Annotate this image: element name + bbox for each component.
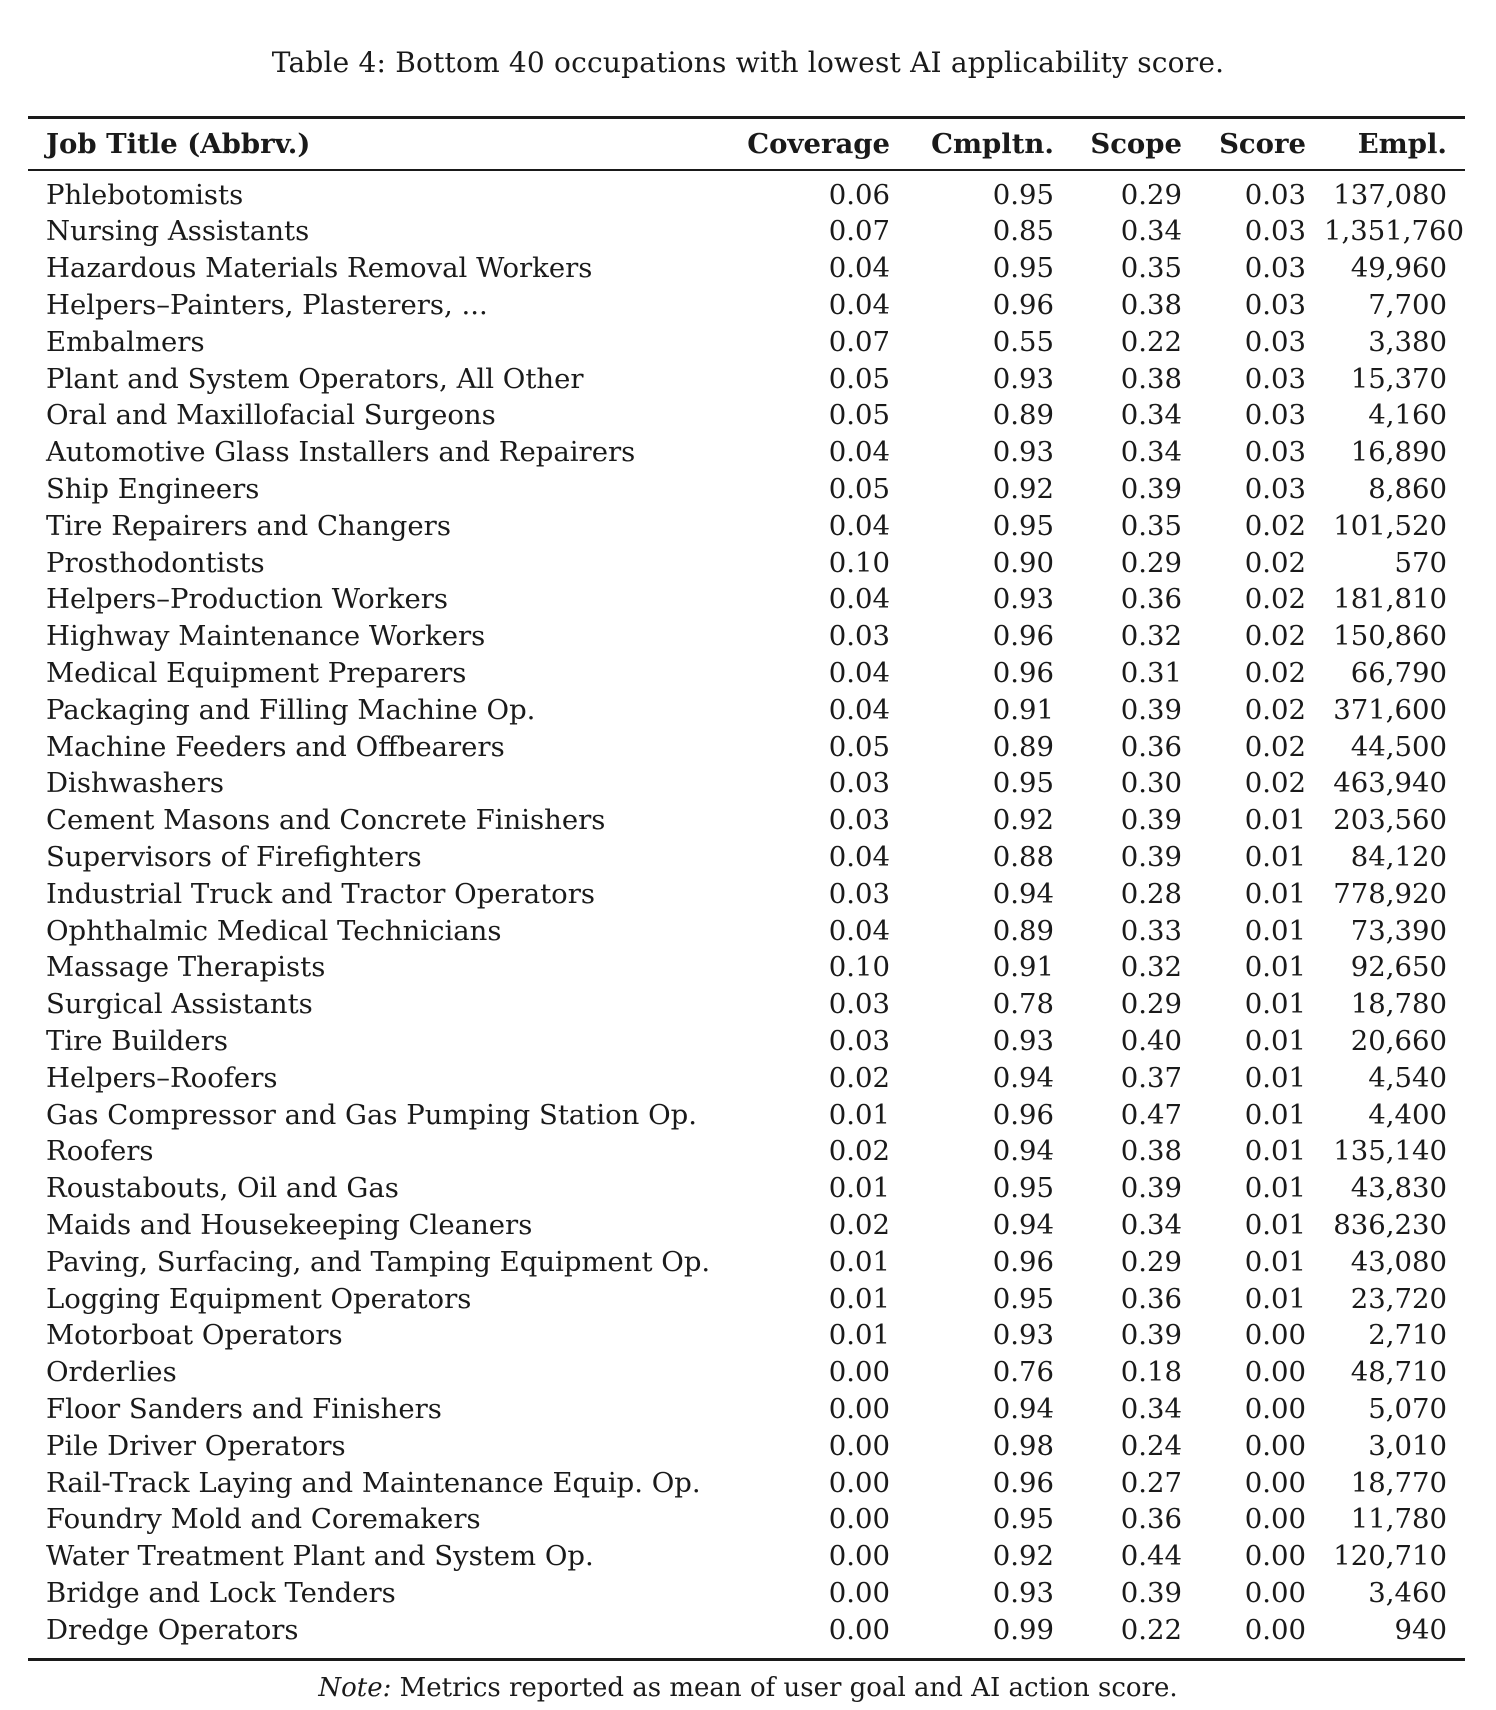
cell-coverage: 0.05	[828, 730, 890, 763]
cell-job-title: Ship Engineers	[46, 473, 260, 506]
table-row	[28, 1281, 1465, 1318]
cell-coverage: 0.10	[828, 546, 890, 579]
cell-completion: 0.93	[992, 1576, 1054, 1609]
cell-coverage: 0.05	[828, 473, 890, 506]
cell-score: 0.03	[1244, 325, 1306, 358]
table-row	[28, 435, 1465, 472]
cell-scope: 0.29	[1120, 1245, 1182, 1278]
cell-completion: 0.93	[992, 1319, 1054, 1352]
cell-job-title: Foundry Mold and Coremakers	[46, 1503, 481, 1536]
cell-job-title: Gas Compressor and Gas Pumping Station Op.	[46, 1098, 698, 1131]
cell-scope: 0.39	[1120, 804, 1182, 837]
cell-coverage: 0.00	[828, 1466, 890, 1499]
cell-coverage: 0.01	[828, 1245, 890, 1278]
cell-employment: 20,660	[1350, 1024, 1447, 1057]
cell-employment: 940	[1394, 1613, 1447, 1646]
cell-completion: 0.95	[992, 767, 1054, 800]
cell-scope: 0.32	[1120, 620, 1182, 653]
cell-job-title: Pile Driver Operators	[46, 1429, 346, 1462]
cell-scope: 0.34	[1120, 399, 1182, 432]
table-row	[28, 1244, 1465, 1281]
cell-employment: 1,351,760	[1324, 215, 1464, 248]
cell-score: 0.00	[1244, 1503, 1306, 1536]
table-row	[28, 1502, 1465, 1539]
cell-coverage: 0.01	[828, 1172, 890, 1205]
cell-score: 0.03	[1244, 436, 1306, 469]
cell-employment: 15,370	[1350, 362, 1447, 395]
header-coverage: Coverage	[747, 128, 890, 160]
cell-completion: 0.92	[992, 1540, 1054, 1573]
cell-employment: 2,710	[1368, 1319, 1447, 1352]
cell-job-title: Roofers	[46, 1135, 154, 1168]
cell-job-title: Oral and Maxillofacial Surgeons	[46, 399, 496, 432]
cell-completion: 0.94	[992, 1061, 1054, 1094]
cell-score: 0.00	[1244, 1319, 1306, 1352]
cell-scope: 0.35	[1120, 509, 1182, 542]
cell-coverage: 0.01	[828, 1098, 890, 1131]
cell-coverage: 0.02	[828, 1208, 890, 1241]
cell-employment: 778,920	[1333, 877, 1447, 910]
cell-score: 0.03	[1244, 178, 1306, 211]
cell-coverage: 0.05	[828, 399, 890, 432]
cell-coverage: 0.04	[828, 914, 890, 947]
cell-employment: 3,010	[1368, 1429, 1447, 1462]
cell-job-title: Embalmers	[46, 325, 205, 358]
cell-coverage: 0.10	[828, 951, 890, 984]
cell-job-title: Rail-Track Laying and Maintenance Equip. Op.	[46, 1466, 701, 1499]
header-completion: Cmpltn.	[931, 128, 1054, 160]
cell-scope: 0.32	[1120, 951, 1182, 984]
cell-job-title: Supervisors of Firefighters	[46, 840, 422, 873]
table-row	[28, 582, 1465, 619]
cell-scope: 0.34	[1120, 215, 1182, 248]
cell-score: 0.01	[1244, 1245, 1306, 1278]
table-row	[28, 1207, 1465, 1244]
table-caption: Table 4: Bottom 40 occupations with lowest AI applicability score.	[271, 46, 1225, 79]
header-score: Score	[1219, 128, 1306, 160]
cell-completion: 0.95	[992, 1503, 1054, 1536]
cell-completion: 0.85	[992, 215, 1054, 248]
table-row	[28, 950, 1465, 987]
cell-scope: 0.29	[1120, 546, 1182, 579]
cell-employment: 181,810	[1333, 583, 1447, 616]
cell-job-title: Machine Feeders and Offbearers	[46, 730, 505, 763]
cell-scope: 0.36	[1120, 730, 1182, 763]
cell-coverage: 0.03	[828, 877, 890, 910]
cell-employment: 570	[1394, 546, 1447, 579]
cell-employment: 66,790	[1350, 657, 1447, 689]
cell-employment: 43,830	[1350, 1172, 1447, 1205]
cell-employment: 463,940	[1333, 767, 1447, 800]
cell-scope: 0.24	[1120, 1429, 1182, 1462]
cell-score: 0.02	[1244, 657, 1306, 689]
cell-coverage: 0.03	[828, 804, 890, 837]
cell-score: 0.02	[1244, 583, 1306, 616]
cell-coverage: 0.00	[828, 1540, 890, 1573]
table-row	[28, 1097, 1465, 1134]
cell-completion: 0.98	[992, 1429, 1054, 1462]
cell-employment: 44,500	[1350, 730, 1447, 763]
cell-completion: 0.93	[992, 1024, 1054, 1057]
note-text: Metrics reported as mean of user goal and AI action score.	[399, 1673, 1178, 1703]
cell-coverage: 0.04	[828, 436, 890, 469]
cell-score: 0.01	[1244, 988, 1306, 1021]
table-row	[28, 1575, 1465, 1612]
table-row	[28, 876, 1465, 913]
cell-job-title: Massage Therapists	[46, 951, 326, 984]
cell-score: 0.00	[1244, 1540, 1306, 1573]
table-row	[28, 803, 1465, 840]
cell-score: 0.00	[1244, 1576, 1306, 1609]
cell-employment: 3,380	[1368, 325, 1447, 358]
cell-score: 0.00	[1244, 1429, 1306, 1462]
cell-employment: 4,160	[1368, 399, 1447, 432]
cell-job-title: Tire Repairers and Changers	[46, 509, 451, 542]
table-row	[28, 1465, 1465, 1502]
cell-coverage: 0.00	[828, 1576, 890, 1609]
cell-job-title: Orderlies	[46, 1356, 177, 1389]
cell-completion: 0.94	[992, 1208, 1054, 1241]
cell-scope: 0.40	[1120, 1024, 1182, 1057]
cell-coverage: 0.06	[828, 178, 890, 211]
cell-completion: 0.95	[992, 252, 1054, 285]
cell-score: 0.02	[1244, 693, 1306, 726]
cell-job-title: Nursing Assistants	[46, 215, 310, 248]
cell-completion: 0.96	[992, 1466, 1054, 1499]
cell-scope: 0.39	[1120, 693, 1182, 726]
cell-completion: 0.96	[992, 620, 1054, 653]
table-row	[28, 692, 1465, 729]
table-row	[28, 1318, 1465, 1355]
cell-job-title: Surgical Assistants	[46, 988, 313, 1021]
table-row	[28, 1134, 1465, 1171]
cell-completion: 0.90	[992, 546, 1054, 579]
cell-employment: 73,390	[1350, 914, 1447, 947]
cell-coverage: 0.04	[828, 657, 890, 689]
cell-score: 0.01	[1244, 1098, 1306, 1131]
cell-scope: 0.29	[1120, 178, 1182, 211]
cell-employment: 371,600	[1333, 693, 1447, 726]
cell-coverage: 0.02	[828, 1061, 890, 1094]
table-row	[28, 1428, 1465, 1465]
cell-scope: 0.30	[1120, 767, 1182, 800]
cell-scope: 0.22	[1120, 325, 1182, 358]
cell-scope: 0.28	[1120, 877, 1182, 910]
cell-score: 0.03	[1244, 399, 1306, 432]
cell-job-title: Floor Sanders and Finishers	[46, 1392, 442, 1425]
table-row	[28, 1612, 1465, 1649]
cell-scope: 0.38	[1120, 1135, 1182, 1168]
cell-scope: 0.18	[1120, 1356, 1182, 1389]
cell-employment: 135,140	[1333, 1135, 1447, 1168]
cell-employment: 18,770	[1350, 1466, 1447, 1499]
header-employment: Empl.	[1357, 128, 1447, 160]
table-row	[28, 214, 1465, 251]
cell-job-title: Automotive Glass Installers and Repairers	[46, 436, 636, 469]
cell-scope: 0.39	[1120, 473, 1182, 506]
cell-coverage: 0.03	[828, 1024, 890, 1057]
cell-coverage: 0.03	[828, 767, 890, 800]
table-body	[28, 169, 1465, 1649]
cell-score: 0.01	[1244, 1172, 1306, 1205]
cell-job-title: Highway Maintenance Workers	[46, 620, 486, 653]
cell-score: 0.02	[1244, 509, 1306, 542]
cell-scope: 0.22	[1120, 1613, 1182, 1646]
cell-job-title: Ophthalmic Medical Technicians	[46, 914, 502, 947]
table-row	[28, 766, 1465, 803]
cell-score: 0.01	[1244, 1282, 1306, 1315]
table-row	[28, 1023, 1465, 1060]
table-row	[28, 324, 1465, 361]
table-row	[28, 1355, 1465, 1392]
cell-coverage: 0.04	[828, 289, 890, 322]
cell-employment: 49,960	[1350, 252, 1447, 285]
cell-score: 0.00	[1244, 1392, 1306, 1425]
cell-score: 0.01	[1244, 1024, 1306, 1057]
cell-scope: 0.35	[1120, 252, 1182, 285]
cell-scope: 0.38	[1120, 362, 1182, 395]
cell-coverage: 0.01	[828, 1282, 890, 1315]
cell-scope: 0.36	[1120, 1282, 1182, 1315]
table-row	[28, 913, 1465, 950]
cell-scope: 0.27	[1120, 1466, 1182, 1499]
cell-job-title: Helpers–Production Workers	[46, 583, 449, 616]
cell-completion: 0.94	[992, 877, 1054, 910]
cell-job-title: Logging Equipment Operators	[46, 1282, 472, 1315]
cell-score: 0.01	[1244, 951, 1306, 984]
cell-completion: 0.88	[992, 840, 1054, 873]
cell-employment: 16,890	[1350, 436, 1447, 469]
cell-completion: 0.95	[992, 178, 1054, 211]
table-row	[28, 471, 1465, 508]
cell-job-title: Plant and System Operators, All Other	[46, 362, 584, 395]
cell-employment: 836,230	[1333, 1208, 1447, 1241]
cell-employment: 4,540	[1368, 1061, 1447, 1094]
cell-coverage: 0.04	[828, 252, 890, 285]
cell-score: 0.02	[1244, 730, 1306, 763]
cell-completion: 0.96	[992, 289, 1054, 322]
cell-employment: 48,710	[1350, 1356, 1447, 1389]
note-label: Note:	[318, 1673, 392, 1703]
cell-employment: 23,720	[1350, 1282, 1447, 1315]
cell-completion: 0.93	[992, 362, 1054, 395]
cell-scope: 0.34	[1120, 1208, 1182, 1241]
cell-completion: 0.96	[992, 657, 1054, 689]
cell-employment: 7,700	[1368, 289, 1447, 322]
table-row	[28, 177, 1465, 214]
table-row	[28, 729, 1465, 766]
cell-score: 0.00	[1244, 1466, 1306, 1499]
header-scope: Scope	[1090, 128, 1182, 160]
cell-score: 0.01	[1244, 914, 1306, 947]
cell-employment: 11,780	[1350, 1503, 1447, 1536]
table-row	[28, 398, 1465, 435]
cell-employment: 8,860	[1368, 473, 1447, 506]
cell-employment: 5,070	[1368, 1392, 1447, 1425]
cell-job-title: Tire Builders	[46, 1024, 228, 1057]
cell-score: 0.01	[1244, 877, 1306, 910]
cell-score: 0.02	[1244, 767, 1306, 800]
cell-scope: 0.34	[1120, 1392, 1182, 1425]
cell-coverage: 0.03	[828, 988, 890, 1021]
cell-score: 0.01	[1244, 1061, 1306, 1094]
cell-score: 0.03	[1244, 289, 1306, 322]
cell-coverage: 0.03	[828, 620, 890, 653]
cell-employment: 150,860	[1333, 620, 1447, 653]
cell-employment: 18,780	[1350, 988, 1447, 1021]
cell-job-title: Prosthodontists	[46, 546, 265, 579]
cell-job-title: Bridge and Lock Tenders	[46, 1576, 396, 1609]
cell-score: 0.01	[1244, 840, 1306, 873]
cell-score: 0.01	[1244, 1208, 1306, 1241]
cell-coverage: 0.05	[828, 362, 890, 395]
cell-employment: 3,460	[1368, 1576, 1447, 1609]
cell-completion: 0.95	[992, 1172, 1054, 1205]
cell-coverage: 0.00	[828, 1392, 890, 1425]
cell-scope: 0.39	[1120, 1319, 1182, 1352]
cell-completion: 0.92	[992, 473, 1054, 506]
cell-score: 0.00	[1244, 1356, 1306, 1389]
header-row	[28, 119, 1465, 169]
table-row	[28, 545, 1465, 582]
cell-job-title: Helpers–Roofers	[46, 1061, 278, 1094]
cell-employment: 203,560	[1333, 804, 1447, 837]
cell-job-title: Industrial Truck and Tractor Operators	[46, 877, 595, 910]
cell-completion: 0.89	[992, 730, 1054, 763]
cell-completion: 0.91	[992, 951, 1054, 984]
table-row	[28, 1391, 1465, 1428]
cell-completion: 0.95	[992, 1282, 1054, 1315]
header-spacer	[28, 169, 1465, 177]
cell-job-title: Dishwashers	[46, 767, 224, 800]
cell-employment: 84,120	[1350, 840, 1447, 873]
table-row	[28, 655, 1465, 692]
header-job-title: Job Title (Abbrv.)	[46, 128, 311, 160]
cell-score: 0.03	[1244, 215, 1306, 248]
cell-score: 0.02	[1244, 620, 1306, 653]
cell-scope: 0.33	[1120, 914, 1182, 947]
cell-job-title: Motorboat Operators	[46, 1319, 343, 1352]
cell-job-title: Medical Equipment Preparers	[46, 657, 467, 689]
cell-score: 0.01	[1244, 1135, 1306, 1168]
cell-completion: 0.78	[992, 988, 1054, 1021]
cell-employment: 137,080	[1333, 178, 1447, 211]
cell-scope: 0.36	[1120, 1503, 1182, 1536]
cell-job-title: Hazardous Materials Removal Workers	[46, 252, 593, 285]
cell-employment: 92,650	[1350, 951, 1447, 984]
cell-scope: 0.37	[1120, 1061, 1182, 1094]
cell-job-title: Helpers–Painters, Plasterers, ...	[46, 289, 488, 322]
cell-coverage: 0.02	[828, 1135, 890, 1168]
table-row	[28, 508, 1465, 545]
table-row	[28, 361, 1465, 398]
cell-scope: 0.38	[1120, 289, 1182, 322]
cell-coverage: 0.04	[828, 583, 890, 616]
cell-completion: 0.99	[992, 1613, 1054, 1646]
cell-completion: 0.95	[992, 509, 1054, 542]
cell-job-title: Phlebotomists	[46, 178, 244, 211]
cell-completion: 0.91	[992, 693, 1054, 726]
cell-job-title: Roustabouts, Oil and Gas	[46, 1172, 399, 1205]
cell-completion: 0.93	[992, 583, 1054, 616]
table-row	[28, 987, 1465, 1024]
cell-job-title: Cement Masons and Concrete Finishers	[46, 804, 606, 837]
occupations-table	[28, 119, 1465, 1649]
cell-completion: 0.94	[992, 1135, 1054, 1168]
cell-coverage: 0.00	[828, 1356, 890, 1389]
cell-completion: 0.96	[992, 1098, 1054, 1131]
table-note	[0, 1673, 1496, 1703]
cell-coverage: 0.04	[828, 693, 890, 726]
cell-scope: 0.39	[1120, 1576, 1182, 1609]
cell-completion: 0.89	[992, 399, 1054, 432]
cell-coverage: 0.00	[828, 1503, 890, 1536]
cell-scope: 0.36	[1120, 583, 1182, 616]
table-row	[28, 251, 1465, 288]
cell-coverage: 0.01	[828, 1319, 890, 1352]
cell-scope: 0.44	[1120, 1540, 1182, 1573]
cell-job-title: Dredge Operators	[46, 1613, 299, 1646]
table-bottom-rule	[28, 1658, 1465, 1661]
cell-scope: 0.39	[1120, 1172, 1182, 1205]
cell-coverage: 0.04	[828, 840, 890, 873]
cell-completion: 0.94	[992, 1392, 1054, 1425]
cell-employment: 43,080	[1350, 1245, 1447, 1278]
cell-score: 0.03	[1244, 252, 1306, 285]
cell-completion: 0.93	[992, 436, 1054, 469]
cell-scope: 0.39	[1120, 840, 1182, 873]
cell-scope: 0.47	[1120, 1098, 1182, 1131]
cell-employment: 101,520	[1333, 509, 1447, 542]
cell-coverage: 0.00	[828, 1429, 890, 1462]
cell-score: 0.03	[1244, 362, 1306, 395]
table-row	[28, 1538, 1465, 1575]
cell-completion: 0.55	[992, 325, 1054, 358]
table-row	[28, 619, 1465, 656]
cell-scope: 0.29	[1120, 988, 1182, 1021]
cell-coverage: 0.07	[828, 215, 890, 248]
cell-completion: 0.96	[992, 1245, 1054, 1278]
cell-score: 0.01	[1244, 804, 1306, 837]
cell-scope: 0.34	[1120, 436, 1182, 469]
cell-employment: 4,400	[1368, 1098, 1447, 1131]
table-row	[28, 287, 1465, 324]
cell-job-title: Maids and Housekeeping Cleaners	[46, 1208, 533, 1241]
cell-completion: 0.92	[992, 804, 1054, 837]
cell-job-title: Paving, Surfacing, and Tamping Equipment Op.	[46, 1245, 711, 1278]
cell-completion: 0.76	[992, 1356, 1054, 1389]
cell-scope: 0.31	[1120, 657, 1182, 689]
cell-job-title: Packaging and Filling Machine Op.	[46, 693, 536, 726]
cell-score: 0.00	[1244, 1613, 1306, 1646]
cell-coverage: 0.07	[828, 325, 890, 358]
cell-coverage: 0.04	[828, 509, 890, 542]
cell-job-title: Water Treatment Plant and System Op.	[46, 1540, 594, 1573]
table-row	[28, 1060, 1465, 1097]
table-row	[28, 839, 1465, 876]
cell-completion: 0.89	[992, 914, 1054, 947]
table-header	[28, 119, 1465, 169]
table-row	[28, 1171, 1465, 1208]
cell-score: 0.03	[1244, 473, 1306, 506]
cell-score: 0.02	[1244, 546, 1306, 579]
cell-employment: 120,710	[1333, 1540, 1447, 1573]
cell-coverage: 0.00	[828, 1613, 890, 1646]
